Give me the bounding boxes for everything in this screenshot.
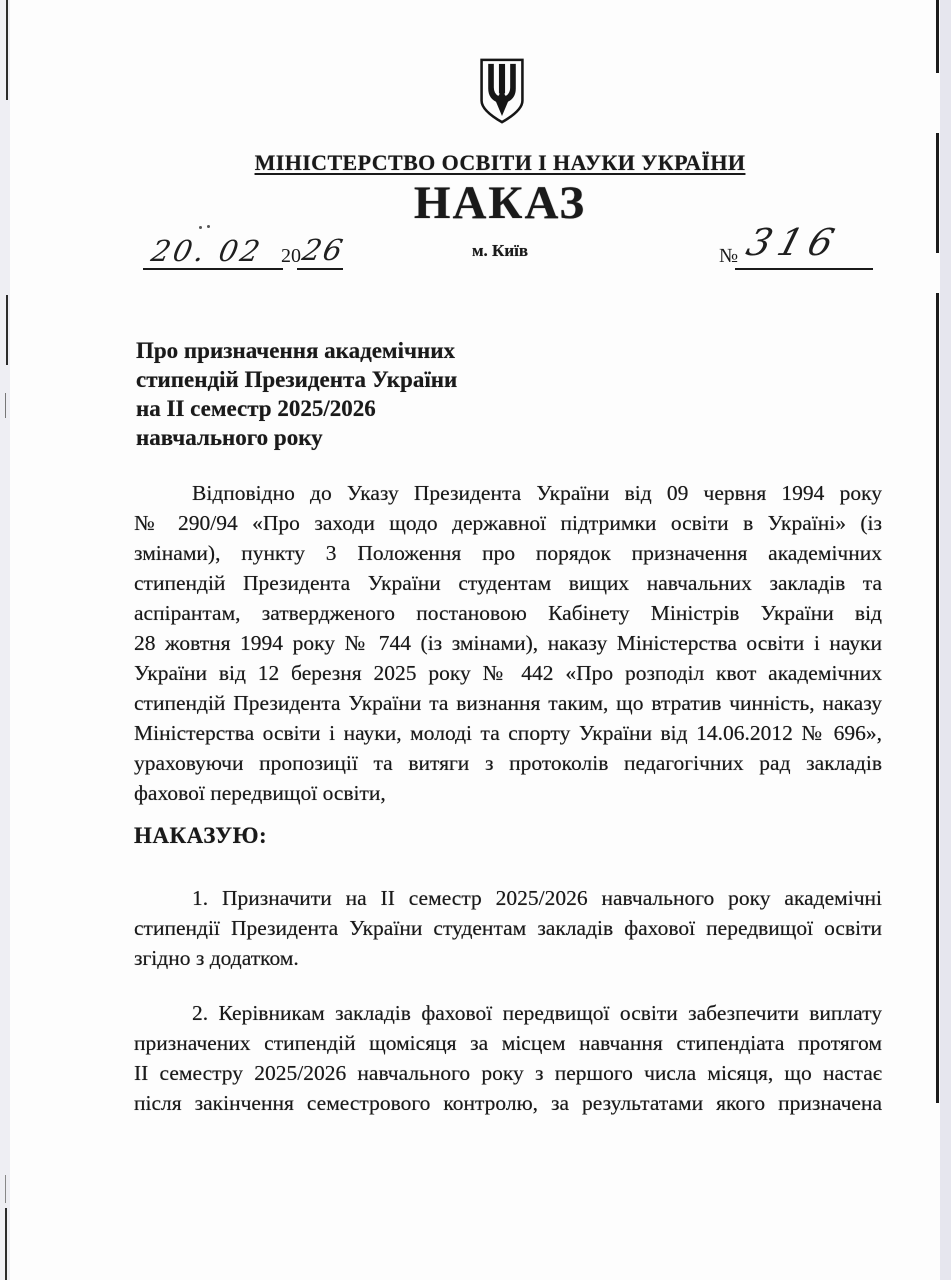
text-line: аспірантам, затвердженого постановою Кабінету Міністрів України від [134, 601, 882, 625]
scan-artifact-line [936, 0, 939, 73]
scan-dot [207, 225, 210, 228]
scan-artifact-line [5, 393, 6, 418]
ministry-name: МІНІСТЕРСТВО ОСВІТИ І НАУКИ УКРАЇНИ [254, 150, 746, 175]
handwritten-date: 20. 02 [148, 234, 266, 268]
document-type-title: НАКАЗ [413, 177, 587, 229]
order-subject [136, 336, 457, 452]
handwritten-year: 26 [299, 233, 348, 267]
text-line: стипендії Президента України студентам закладів фахової передвищої освіти [134, 916, 882, 940]
scan-edge-left [0, 0, 10, 1280]
text-line: Міністерства освіти і науки, молоді та спорту України від 14.06.2012 № 696», [134, 721, 882, 745]
text-line: змінами), пункту 3 Положення про порядок призначення академічних [134, 541, 882, 565]
text-line: 28 жовтня 1994 року № 744 (із змінами), наказу Міністерства освіти і науки [134, 631, 882, 655]
scan-artifact-line [6, 0, 8, 100]
text-line: 2. Керівникам закладів фахової передвищої освіти забезпечити виплату [192, 1001, 882, 1025]
number-underline [735, 268, 873, 270]
text-line: згідно з додатком. [134, 946, 299, 970]
text-line: стипендій Президента України студентам вищих навчальних закладів та [134, 571, 882, 595]
text-line: ІІ семестру 2025/2026 навчального року з першого числа місяця, що настає [134, 1061, 882, 1085]
text-line: № 290/94 «Про заходи щодо державної підтримки освіти в Україні» (із [134, 511, 882, 535]
preamble-paragraph [134, 478, 882, 808]
order-item-1 [134, 883, 882, 973]
subject-line: стипендій Президента України [136, 367, 458, 392]
city-label: м. Київ [471, 241, 529, 260]
number-sign: № [719, 245, 739, 267]
ukraine-trident-emblem-icon [478, 57, 526, 125]
date-underline [143, 268, 283, 270]
text-line: стипендій Президента України та визнання таким, що втратив чинність, наказу [134, 691, 882, 715]
scan-dot [199, 226, 202, 229]
subject-line: Про призначення академічних [136, 338, 455, 363]
scan-artifact-line [6, 295, 8, 365]
year-underline [297, 268, 343, 270]
subject-line: на ІІ семестр 2025/2026 [136, 396, 376, 421]
subject-line: навчального року [136, 425, 323, 450]
scan-artifact-line [5, 1208, 7, 1280]
scan-artifact-line [936, 293, 939, 1103]
text-line: Відповідно до Указу Президента України від 09 червня 1994 року [192, 481, 882, 505]
text-line: призначених стипендій щомісяця за місцем навчання стипендіата протягом [134, 1031, 882, 1055]
scan-artifact-line [5, 1175, 6, 1203]
text-line: після закінчення семестрового контролю, за результатами якого призначена [134, 1091, 882, 1115]
year-prefix: 20 [281, 245, 301, 267]
text-line: фахової передвищої освіти, [134, 781, 386, 805]
handwritten-order-number: 316 [741, 221, 846, 264]
order-heading: НАКАЗУЮ: [134, 823, 268, 848]
order-item-2 [134, 998, 882, 1118]
text-line: 1. Призначити на ІІ семестр 2025/2026 навчального року академічні [192, 886, 882, 910]
text-line: ураховуючи пропозиції та витяги з протоколів педагогічних рад закладів [134, 751, 882, 775]
text-line: України від 12 березня 2025 року № 442 «Про розподіл квот академічних [134, 661, 882, 685]
